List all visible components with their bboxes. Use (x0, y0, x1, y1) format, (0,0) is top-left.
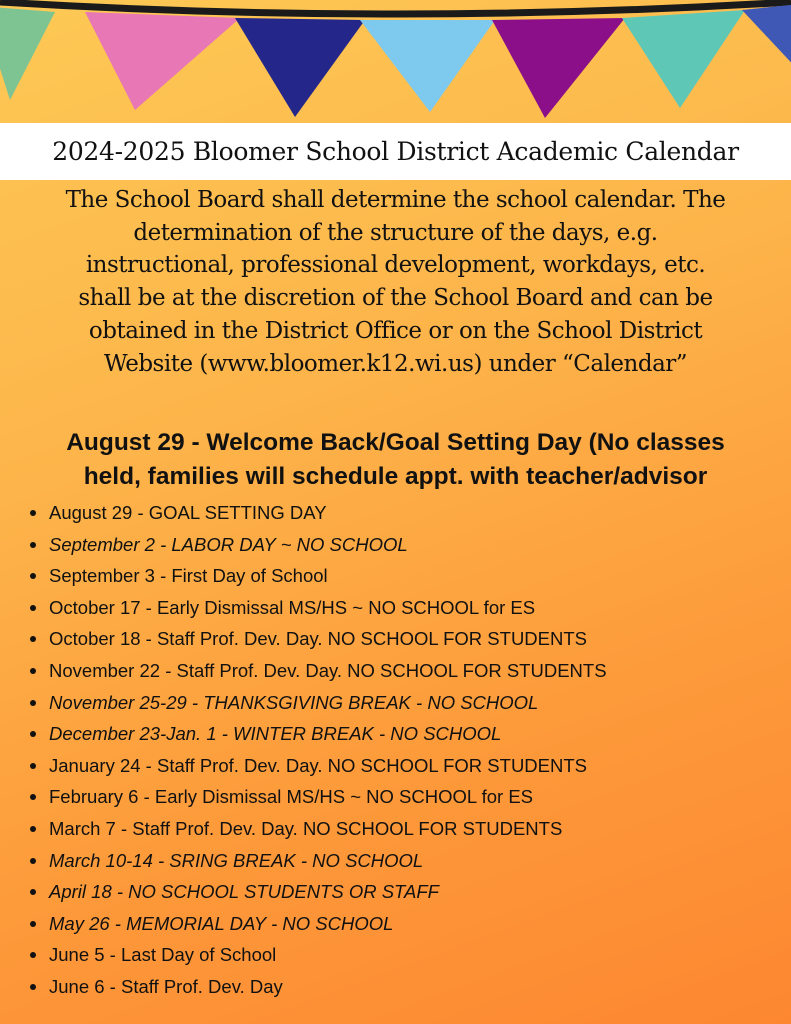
event-item (0, 560, 607, 592)
bullet-icon (30, 794, 36, 800)
event-item (0, 750, 607, 782)
bullet-icon (30, 573, 36, 579)
event-item (0, 845, 607, 877)
event-text: September 3 - First Day of School (49, 565, 328, 587)
event-text: November 22 - Staff Prof. Dev. Day. NO SCHOOL FOR STUDENTS (49, 659, 607, 681)
event-item (0, 939, 607, 971)
bullet-icon (30, 858, 36, 864)
event-text: November 25-29 - THANKSGIVING BREAK - NO SCHOOL (49, 691, 539, 713)
bullet-icon (30, 700, 36, 706)
event-item (0, 592, 607, 624)
bullet-icon (30, 984, 36, 990)
event-item (0, 623, 607, 655)
event-text: May 26 - MEMORIAL DAY - NO SCHOOL (49, 912, 394, 934)
event-item (0, 718, 607, 750)
event-text: December 23-Jan. 1 - WINTER BREAK - NO SCHOOL (49, 723, 502, 745)
bullet-icon (30, 542, 36, 548)
event-item (0, 876, 607, 908)
page-title: 2024-2025 Bloomer School District Academic Calendar (52, 137, 739, 166)
bullet-icon (30, 510, 36, 516)
bunting-flag (622, 10, 745, 108)
event-text: January 24 - Staff Prof. Dev. Day. NO SCHOOL FOR STUDENTS (49, 754, 588, 776)
event-text: October 17 - Early Dismissal MS/HS ~ NO SCHOOL for ES (49, 596, 536, 618)
intro-line: obtained in the District Office or on the School District (88, 317, 703, 344)
event-text: April 18 - NO SCHOOL STUDENTS OR STAFF (49, 881, 439, 903)
bunting-string (0, 2, 791, 14)
event-list (0, 497, 607, 1003)
bunting-flag (492, 18, 625, 118)
event-text: October 18 - Staff Prof. Dev. Day. NO SCHOOL FOR STUDENTS (49, 628, 587, 650)
event-text: March 7 - Staff Prof. Dev. Day. NO SCHOOL FOR STUDENTS (49, 817, 563, 839)
bunting-flag (742, 4, 791, 72)
bunting-flag (235, 18, 365, 117)
event-item (0, 971, 607, 1003)
event-item (0, 497, 607, 529)
event-text: March 10-14 - SRING BREAK - NO SCHOOL (49, 849, 424, 871)
heading-line: August 29 - Welcome Back/Goal Setting Day (No classes (66, 429, 725, 456)
intro-line: instructional, professional development, workdays, etc. (85, 252, 706, 279)
event-item (0, 813, 607, 845)
event-item (0, 908, 607, 940)
intro-paragraph (0, 184, 791, 380)
bullet-icon (30, 889, 36, 895)
event-text: September 2 - LABOR DAY ~ NO SCHOOL (49, 533, 408, 555)
title-bar (0, 123, 791, 180)
intro-line: Website (www.bloomer.k12.wi.us) under “Calendar” (103, 350, 688, 377)
intro-line: shall be at the discretion of the School Board and can be (78, 285, 713, 312)
bullet-icon (30, 763, 36, 769)
bunting-flag (360, 20, 495, 112)
bullet-icon (30, 636, 36, 642)
bullet-icon (30, 921, 36, 927)
event-text: June 5 - Last Day of School (49, 944, 277, 966)
event-item (0, 687, 607, 719)
goal-setting-heading (0, 426, 791, 494)
bullet-icon (30, 952, 36, 958)
intro-line: The School Board shall determine the school calendar. The (65, 187, 726, 213)
heading-line: held, families will schedule appt. with teacher/advisor (83, 463, 708, 490)
event-item (0, 781, 607, 813)
intro-line: determination of the structure of the days, e.g. (133, 219, 658, 246)
event-text: February 6 - Early Dismissal MS/HS ~ NO SCHOOL for ES (49, 786, 534, 808)
bullet-icon (30, 731, 36, 737)
event-item (0, 655, 607, 687)
event-text: August 29 - GOAL SETTING DAY (49, 502, 327, 523)
event-item (0, 529, 607, 561)
bullet-icon (30, 668, 36, 674)
bullet-icon (30, 826, 36, 832)
event-text: June 6 - Staff Prof. Dev. Day (49, 975, 283, 997)
bunting-banner (0, 0, 791, 125)
bunting-flag (85, 12, 240, 110)
bullet-icon (30, 605, 36, 611)
bunting-flag (0, 6, 55, 100)
